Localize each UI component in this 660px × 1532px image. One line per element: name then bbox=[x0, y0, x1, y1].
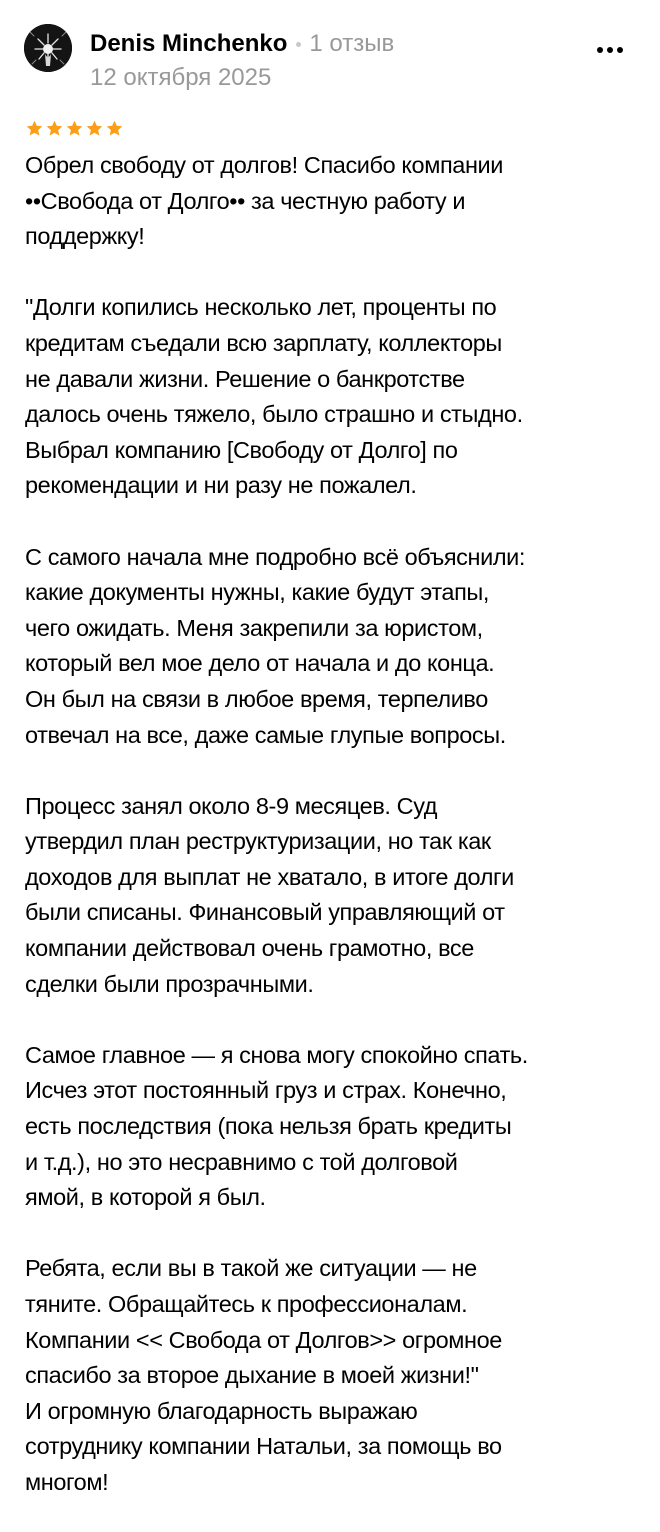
text-line: многом! bbox=[25, 1468, 109, 1495]
text-line: Обрел свободу от долгов! Спасибо компании bbox=[25, 152, 503, 178]
author-line bbox=[90, 27, 394, 64]
star-icon bbox=[85, 119, 104, 138]
text-line: далось очень тяжело, было страшно и стыдно. bbox=[25, 401, 523, 428]
text-line: Самое главное — я снова могу спокойно спать. bbox=[25, 1041, 528, 1068]
text-line: компании действовал очень грамотно, все bbox=[25, 935, 474, 962]
star-icon bbox=[65, 119, 84, 138]
text-line: "Долги копились несколько лет, проценты по bbox=[25, 294, 497, 321]
text-line: Он был на связи в любое время, терпеливо bbox=[25, 685, 488, 712]
star-icon bbox=[25, 119, 44, 138]
text-line: И огромную благодарность выражаю bbox=[25, 1397, 418, 1424]
more-dots-icon bbox=[597, 47, 603, 53]
text-line: сделки были прозрачными. bbox=[25, 970, 314, 997]
text-line: есть последствия (пока нельзя брать кредиты bbox=[25, 1113, 512, 1140]
text-line: утвердил план реструктуризации, но так как bbox=[25, 828, 491, 855]
author-name[interactable]: Denis Minchenko bbox=[90, 30, 288, 57]
text-line: С самого начала мне подробно всё объяснили: bbox=[25, 543, 526, 570]
text-line: Выбрал компанию [Свободу от Долго] по bbox=[25, 436, 458, 463]
review-date: 12 октября 2025 bbox=[90, 64, 272, 91]
more-options-button[interactable] bbox=[586, 32, 634, 68]
text-line: рекомендации и ни разу не пожалел. bbox=[25, 472, 417, 499]
text-line: ямой, в которой я был. bbox=[25, 1184, 266, 1211]
text-blank-line bbox=[25, 1002, 645, 1038]
text-line: были списаны. Финансовый управляющий от bbox=[25, 899, 505, 926]
text-line: Исчез этот постоянный груз и страх. Конечно, bbox=[25, 1077, 507, 1104]
rating-stars bbox=[25, 119, 125, 139]
text-line: Процесс занял около 8-9 месяцев. Суд bbox=[25, 792, 438, 819]
text-line: тяните. Обращайтесь к профессионалам. bbox=[25, 1291, 468, 1317]
text-line: Ребята, если вы в такой же ситуации — не bbox=[25, 1255, 477, 1282]
text-line: не давали жизни. Решение о банкротстве bbox=[25, 365, 465, 392]
text-blank-line bbox=[25, 255, 645, 291]
avatar[interactable] bbox=[24, 24, 72, 72]
text-blank-line bbox=[25, 504, 645, 540]
text-line: какие документы нужны, какие будут этапы, bbox=[25, 579, 490, 606]
author-reviews-count[interactable]: 1 отзыв bbox=[309, 30, 395, 57]
text-line: доходов для выплат не хватало, в итоге долги bbox=[25, 863, 514, 890]
text-blank-line bbox=[25, 1216, 645, 1252]
text-blank-line bbox=[25, 753, 645, 789]
text-line: поддержку! bbox=[25, 223, 145, 250]
text-line: ••Свобода от Долго•• за честную работу и bbox=[25, 187, 466, 214]
text-line: Компании << Свобода от Долгов>> огромное bbox=[25, 1326, 502, 1353]
text-line: чего ожидать. Меня закрепили за юристом, bbox=[25, 614, 483, 641]
separator-dot bbox=[296, 42, 301, 47]
text-line: и т.д.), но это несравнимо с той долговой bbox=[25, 1148, 458, 1175]
avatar-image bbox=[24, 24, 72, 72]
text-line: отвечал на все, даже самые глупые вопросы. bbox=[25, 721, 506, 748]
text-line: спасибо за второе дыхание в моей жизни!" bbox=[25, 1362, 479, 1389]
text-line: сотруднику компании Натальи, за помощь во bbox=[25, 1433, 502, 1460]
star-icon bbox=[105, 119, 124, 138]
star-icon bbox=[45, 119, 64, 138]
review-text bbox=[25, 148, 645, 1501]
text-line: кредитам съедали всю зарплату, коллекторы bbox=[25, 329, 502, 356]
text-line: который вел мое дело от начала и до конца. bbox=[25, 650, 495, 677]
